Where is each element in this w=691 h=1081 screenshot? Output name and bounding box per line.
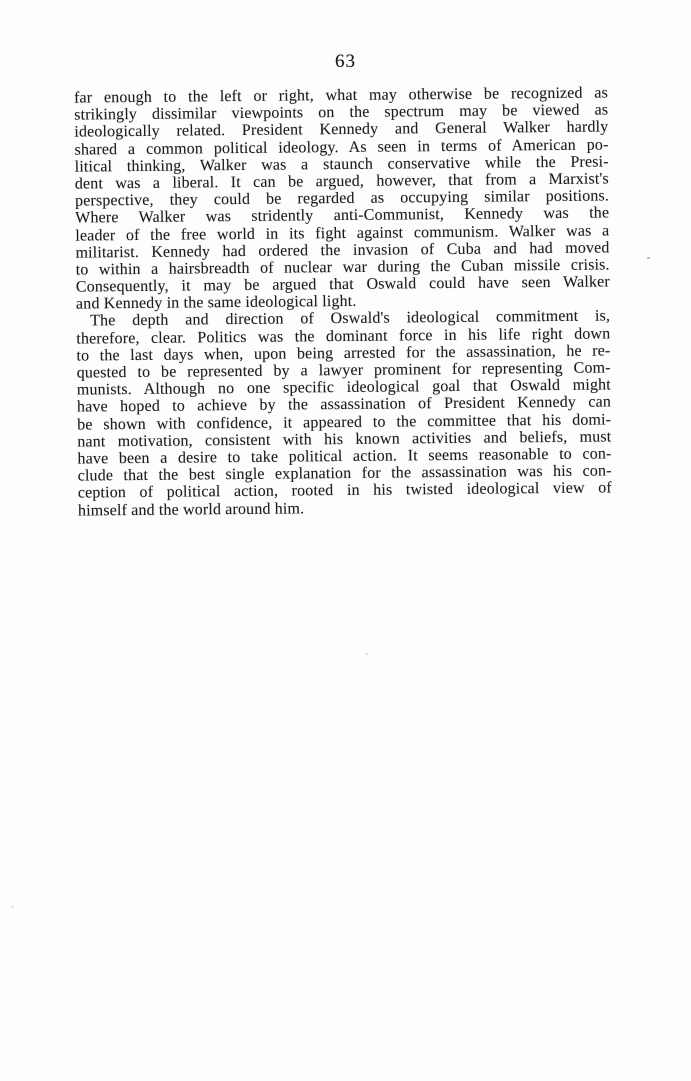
text-line: ception of political action, rooted in his twisted ideological view of <box>77 479 612 502</box>
scan-speck <box>647 257 650 259</box>
text-line: have hoped to achieve by the assassination of President Kennedy can <box>76 393 612 416</box>
text-line: shared a common political ideology. As seen in terms of American po- <box>74 136 609 159</box>
text-line: perspective, they could be regarded as occupying similar positions. <box>74 187 610 210</box>
text-line: and Kennedy in the same ideological light. <box>75 293 357 313</box>
scan-speck <box>550 143 552 145</box>
text-line: Consequently, it may be argued that Oswald could have seen Walker <box>75 273 610 296</box>
text-line: far enough to the left or right, what may otherwise be recognized as <box>73 84 609 107</box>
text-line: strikingly dissimilar viewpoints on the spectrum may be viewed as <box>74 101 609 124</box>
text-line: leader of the free world in its fight against communism. Walker was a <box>75 221 610 245</box>
text-line: nant motivation, consistent with his known activities and beliefs, must <box>77 428 612 451</box>
text-line: therefore, clear. Politics was the dominant force in his life right down <box>76 325 611 348</box>
text-line: to within a hairsbreadth of nuclear war during the Cuban missile crisis. <box>75 256 610 279</box>
body-text <box>74 84 612 519</box>
text-line: munists. Although no one specific ideological goal that Oswald might <box>76 376 611 399</box>
paragraph-conclusion <box>76 308 612 519</box>
scan-speck <box>11 905 14 908</box>
text-line: to the last days when, upon being arrested for the assassination, he re- <box>76 342 611 365</box>
text-line: ideologically related. President Kennedy and General Walker hardly <box>74 118 609 141</box>
text-line: dent was a liberal. It can be argued, however, that from a Marxist's <box>74 170 609 193</box>
page-number: 63 <box>335 51 356 72</box>
text-line: Where Walker was stridently anti-Communist, Kennedy was the <box>75 204 610 227</box>
text-line: himself and the world around him. <box>77 499 305 520</box>
scan-speck <box>365 653 368 655</box>
text-line: quested to be represented by a lawyer prominent for representing Com- <box>76 359 611 382</box>
text-line: militarist. Kennedy had ordered the invasion of Cuba and had moved <box>75 239 610 262</box>
text-line: have been a desire to take political action. It seems reasonable to con- <box>77 445 612 468</box>
paragraph-continuation <box>74 84 610 313</box>
text-line: The depth and direction of Oswald's ideological commitment is, <box>90 307 611 330</box>
text-line: litical thinking, Walker was a staunch conservative while the Presi- <box>74 153 609 176</box>
text-line: be shown with confidence, it appeared to the committee that his domi- <box>77 410 612 434</box>
text-line: clude that the best single explanation for the assassination was his con- <box>77 462 612 485</box>
